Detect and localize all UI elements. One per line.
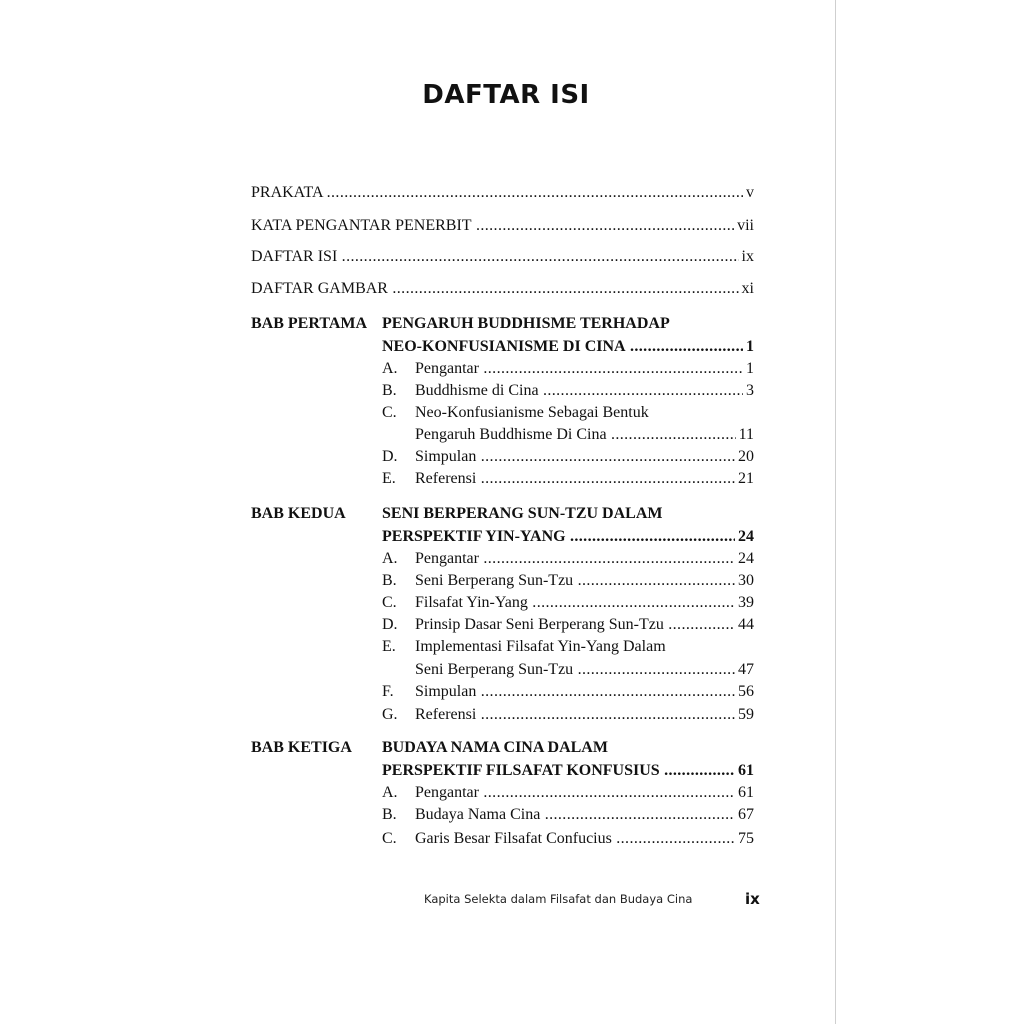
toc-entry-prakata[interactable]	[251, 182, 754, 204]
toc-entry-page: 61	[735, 782, 754, 804]
section-label: Simpulan .....	[415, 446, 754, 468]
toc-entry-page: 67	[735, 804, 754, 826]
toc-entry-page: 24	[735, 526, 754, 548]
toc-chapter-2[interactable]	[382, 526, 754, 548]
toc-section[interactable]	[415, 592, 754, 614]
section-letter: D.	[382, 448, 398, 465]
toc-section[interactable]	[415, 468, 754, 490]
section-label: Filsafat Yin-Yang .....	[415, 592, 754, 614]
section-label: Simpulan .....	[415, 681, 754, 703]
toc-section[interactable]	[415, 446, 754, 468]
section-letter: E.	[382, 470, 396, 487]
section-letter: A.	[382, 550, 398, 567]
toc-section[interactable]	[415, 570, 754, 592]
page-title: DAFTAR ISI	[422, 80, 590, 110]
section-label: Pengantar .....	[415, 358, 754, 380]
toc-entry-label: PRAKATA .....	[251, 182, 754, 204]
chapter-label: BAB KEDUA	[251, 505, 346, 522]
toc-chapter-1[interactable]	[382, 336, 754, 358]
toc-section[interactable]	[415, 380, 754, 402]
toc-entry-page: vii	[734, 215, 754, 237]
toc-entry-page: 21	[735, 468, 754, 490]
section-label: Garis Besar Filsafat Confucius .....	[415, 828, 754, 850]
toc-section[interactable]	[415, 704, 754, 726]
toc-entry-daftar-gambar[interactable]	[251, 278, 754, 300]
toc-entry-page: 3	[743, 380, 754, 402]
toc-section[interactable]	[415, 614, 754, 636]
section-letter: B.	[382, 382, 397, 399]
toc-entry-label: DAFTAR GAMBAR .....	[251, 278, 754, 300]
section-label: Prinsip Dasar Seni Berperang Sun-Tzu .....	[415, 614, 754, 636]
section-label-line1: Neo-Konfusianisme Sebagai Bentuk	[415, 404, 649, 421]
section-label: Referensi .....	[415, 704, 754, 726]
toc-section[interactable]	[415, 358, 754, 380]
toc-entry-page: 1	[743, 358, 754, 380]
chapter-title: BUDAYA NAMA CINA DALAM	[382, 739, 608, 756]
section-letter: C.	[382, 594, 397, 611]
toc-entry-page: 44	[735, 614, 754, 636]
section-letter: E.	[382, 638, 396, 655]
toc-section[interactable]	[415, 828, 754, 850]
chapter-label: BAB KETIGA	[251, 739, 352, 756]
chapter-title: PENGARUH BUDDHISME TERHADAP	[382, 315, 670, 332]
toc-entry-page: xi	[739, 278, 754, 300]
section-label: Pengaruh Buddhisme Di Cina .....	[415, 424, 754, 446]
toc-entry-page: ix	[739, 246, 754, 268]
toc-entry-page: 75	[735, 828, 754, 850]
chapter-label: BAB PERTAMA	[251, 315, 368, 332]
toc-chapter-3[interactable]	[382, 760, 754, 782]
toc-entry-page: 30	[735, 570, 754, 592]
chapter-title: PERSPEKTIF FILSAFAT KONFUSIUS .....	[382, 760, 754, 782]
section-letter: D.	[382, 616, 398, 633]
section-letter: A.	[382, 784, 398, 801]
section-label: Seni Berperang Sun-Tzu .....	[415, 659, 754, 681]
toc-entry-page: 59	[735, 704, 754, 726]
section-label: Buddhisme di Cina .....	[415, 380, 754, 402]
section-label: Seni Berperang Sun-Tzu .....	[415, 570, 754, 592]
toc-entry-page: 1	[743, 336, 754, 358]
section-letter: C.	[382, 404, 397, 421]
chapter-title: SENI BERPERANG SUN-TZU DALAM	[382, 505, 663, 522]
toc-entry-label: DAFTAR ISI .....	[251, 246, 754, 268]
toc-section[interactable]	[415, 548, 754, 570]
toc-entry-page: 56	[735, 681, 754, 703]
toc-section[interactable]	[415, 659, 754, 681]
footer-page-number: ix	[745, 890, 760, 908]
section-label: Budaya Nama Cina .....	[415, 804, 754, 826]
toc-entry-page: 24	[735, 548, 754, 570]
toc-entry-page: 11	[736, 424, 754, 446]
toc-entry-daftar-isi[interactable]	[251, 246, 754, 268]
toc-section[interactable]	[415, 804, 754, 826]
chapter-title: PERSPEKTIF YIN-YANG .....	[382, 526, 754, 548]
toc-entry-page: 39	[735, 592, 754, 614]
section-letter: A.	[382, 360, 398, 377]
toc-entry-kata-pengantar[interactable]	[251, 215, 754, 237]
section-letter: F.	[382, 683, 394, 700]
toc-entry-page: v	[743, 182, 754, 204]
section-label-line1: Implementasi Filsafat Yin-Yang Dalam	[415, 638, 666, 655]
toc-section[interactable]	[415, 681, 754, 703]
section-letter: B.	[382, 806, 397, 823]
footer-book-title: Kapita Selekta dalam Filsafat dan Budaya Cina	[424, 892, 693, 906]
toc-entry-label: KATA PENGANTAR PENERBIT .....	[251, 215, 754, 237]
section-letter: B.	[382, 572, 397, 589]
toc-entry-page: 20	[735, 446, 754, 468]
section-letter: C.	[382, 830, 397, 847]
page-edge-divider	[835, 0, 836, 1024]
section-label: Referensi .....	[415, 468, 754, 490]
chapter-title: NEO-KONFUSIANISME DI CINA .....	[382, 336, 754, 358]
section-letter: G.	[382, 706, 398, 723]
toc-entry-page: 47	[735, 659, 754, 681]
section-label: Pengantar .....	[415, 782, 754, 804]
toc-section[interactable]	[415, 424, 754, 446]
toc-section[interactable]	[415, 782, 754, 804]
section-label: Pengantar .....	[415, 548, 754, 570]
toc-entry-page: 61	[735, 760, 754, 782]
